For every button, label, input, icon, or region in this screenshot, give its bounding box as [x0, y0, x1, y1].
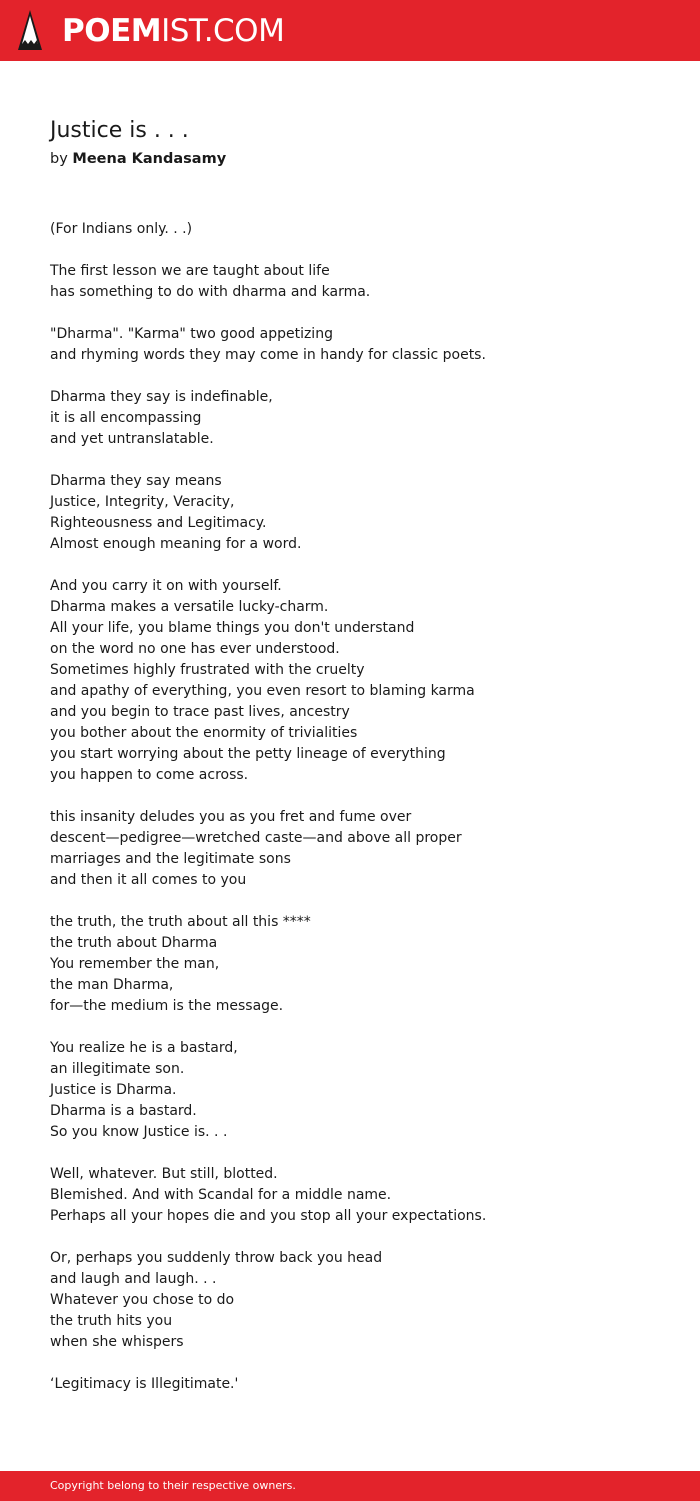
poem-line: The first lesson we are taught about life: [50, 263, 330, 279]
poem-line: All your life, you blame things you don't understand: [50, 620, 415, 636]
poem-title: Justice is . . .: [50, 118, 189, 143]
poem-byline: [50, 149, 226, 169]
poem-stanza: [50, 912, 670, 1017]
poem-stanza: [50, 1164, 670, 1227]
poem-stanza: [50, 261, 670, 303]
poem-line: this insanity deludes you as you fret and fume over: [50, 809, 412, 825]
poem-line: Whatever you chose to do: [50, 1292, 235, 1308]
brand-bold-text: POEM: [62, 13, 162, 49]
poem-line: Almost enough meaning for a word.: [50, 536, 302, 552]
poem-line: Justice, Integrity, Veracity,: [50, 494, 235, 510]
poem-line: and laugh and laugh. . .: [50, 1271, 217, 1287]
poem-line: and you begin to trace past lives, ancestry: [50, 704, 350, 720]
poem-stanza: [50, 1248, 670, 1353]
poem-line: and yet untranslatable.: [50, 431, 214, 447]
poem-line: the man Dharma,: [50, 977, 174, 993]
poem-line: it is all encompassing: [50, 410, 202, 426]
poem-line: marriages and the legitimate sons: [50, 851, 291, 867]
poem-line: and then it all comes to you: [50, 872, 247, 888]
poem-stanza: [50, 471, 670, 555]
poem-line: Justice is Dharma.: [50, 1082, 177, 1098]
poem-line: Sometimes highly frustrated with the cruelty: [50, 662, 365, 678]
poem-body: [50, 219, 670, 1416]
poem-line: descent—pedigree—wretched caste—and above all proper: [50, 830, 462, 846]
poem-line: an illegitimate son.: [50, 1061, 185, 1077]
by-label: by: [50, 151, 68, 167]
poem-line: and rhyming words they may come in handy for classic poets.: [50, 347, 486, 363]
poem-line: Well, whatever. But still, blotted.: [50, 1166, 278, 1182]
poem-stanza: [50, 324, 670, 366]
poem-line: you bother about the enormity of trivialities: [50, 725, 358, 741]
poem-line: You realize he is a bastard,: [50, 1040, 238, 1056]
poem-line: the truth hits you: [50, 1313, 173, 1329]
poem-line: you happen to come across.: [50, 767, 249, 783]
poem-line: when she whispers: [50, 1334, 184, 1350]
poem-stanza: [50, 219, 670, 240]
poem-line: on the word no one has ever understood.: [50, 641, 340, 657]
poem-line: the truth, the truth about all this ****: [50, 914, 311, 930]
poem-line: You remember the man,: [50, 956, 220, 972]
site-logo-text[interactable]: [62, 12, 284, 50]
poem-stanza: [50, 1038, 670, 1143]
poem-line: And you carry it on with yourself.: [50, 578, 282, 594]
poem-line: So you know Justice is. . .: [50, 1124, 228, 1140]
poem-stanza: [50, 807, 670, 891]
pencil-icon[interactable]: [18, 10, 42, 52]
poem-line: (For Indians only. . .): [50, 221, 193, 237]
poem-line: Blemished. And with Scandal for a middle name.: [50, 1187, 392, 1203]
poem-line: ‘Legitimacy is Illegitimate.': [50, 1376, 239, 1392]
site-header: [0, 0, 700, 61]
brand-light-text: IST.COM: [161, 13, 285, 49]
poem-line: has something to do with dharma and karma.: [50, 284, 371, 300]
poem-line: the truth about Dharma: [50, 935, 218, 951]
poem-stanza: [50, 1374, 670, 1395]
poem-line: you start worrying about the petty lineage of everything: [50, 746, 446, 762]
poem-line: and apathy of everything, you even resort to blaming karma: [50, 683, 475, 699]
poem-line: Perhaps all your hopes die and you stop all your expectations.: [50, 1208, 487, 1224]
poem-line: Dharma they say means: [50, 473, 222, 489]
author-name: Meena Kandasamy: [72, 151, 227, 167]
site-footer: [0, 1471, 700, 1501]
poem-line: Dharma makes a versatile lucky-charm.: [50, 599, 329, 615]
poem-line: Or, perhaps you suddenly throw back you head: [50, 1250, 383, 1266]
poem-line: "Dharma". "Karma" two good appetizing: [50, 326, 333, 342]
copyright-text: Copyright belong to their respective owners.: [50, 1479, 296, 1492]
poem-stanza: [50, 387, 670, 450]
poem-stanza: [50, 576, 670, 786]
poem-line: Dharma they say is indefinable,: [50, 389, 273, 405]
poem-line: for—the medium is the message.: [50, 998, 284, 1014]
poem-line: Dharma is a bastard.: [50, 1103, 197, 1119]
poem-line: Righteousness and Legitimacy.: [50, 515, 267, 531]
